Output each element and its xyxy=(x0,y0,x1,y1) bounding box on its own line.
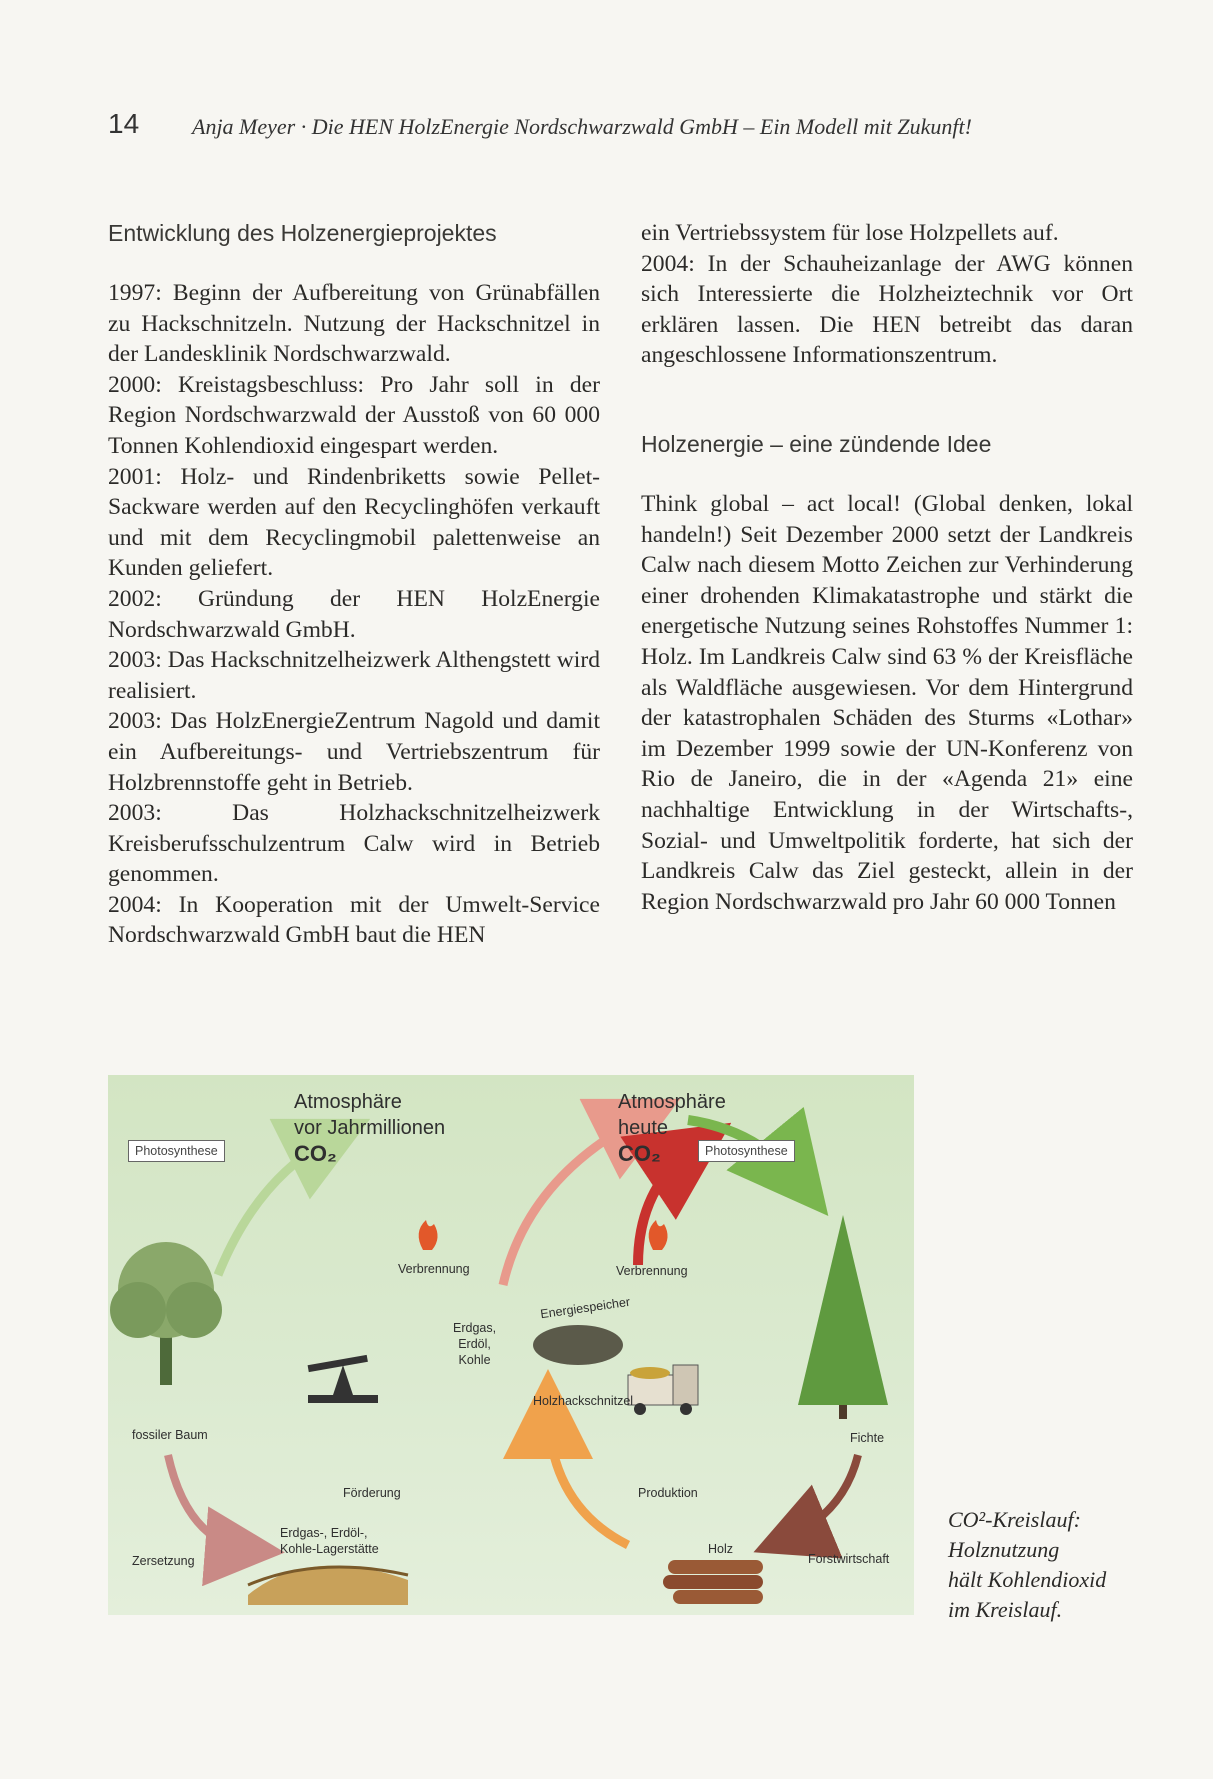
fossil-fuels-label: Erdgas, Erdöl, Kohle xyxy=(453,1321,497,1367)
timeline-entry: 2001: Holz- und Rindenbriketts sowie Pellet-Sackware werden auf den Recyclinghöfen verkauft und mit dem Recyclingmobil palettenweise an Kunden geliefert. xyxy=(108,463,600,582)
forstwirtschaft-label: Forstwirtschaft xyxy=(808,1552,890,1566)
section-heading-history: Entwicklung des Holzenergieprojektes xyxy=(108,220,497,246)
timeline-entry: 2004: In Kooperation mit der Umwelt-Service Nordschwarzwald GmbH baut die HEN xyxy=(108,891,600,949)
page-number: 14 xyxy=(108,108,140,139)
verbrennung-label: Verbrennung xyxy=(398,1262,470,1276)
truck-icon xyxy=(628,1365,698,1415)
foerderung-label: Förderung xyxy=(343,1486,401,1500)
timeline-entry: 2004: In der Schauheizanlage der AWG können sich Interessierte die Holzheiztechnik vor Ort erklären lassen. Die HEN betreibt das daran angeschlossene Informationszentrum. xyxy=(641,250,1133,369)
holzhackschnitzel-label: Holzhackschnitzel xyxy=(533,1394,634,1408)
timeline-entry: 2003: Das HolzEnergieZentrum Nagold und damit ein Aufbereitungs- und Vertriebszentrum für Holzbrennstoffe geht in Betrieb. xyxy=(108,708,600,796)
tree-icon xyxy=(110,1242,222,1385)
logs-icon xyxy=(663,1560,763,1604)
body-paragraph: Think global – act local! (Global denken, lokal handeln!) Seit Dezember 2000 setzt der Landkreis Calw nach diesem Motto Zeichen zur Verhinderung einer drohenden Klimakatastrophe und stärkt die energetische Nutzung seines Rohstoffes Nummer 1: Holz. Im Landkreis Calw sind 63 % der Kreisfläche als Waldfläche ausgewiesen. Vor dem Hintergrund der katastrophalen Schäden des Sturms «Lothar» im Dezember 1999 sowie der UN-Konferenz von Rio de Janeiro, die in der «Agenda 21» eine nachhaltige Entwicklung in der Wirtschafts-, Sozial- und Umweltpolitik forderte, hat sich der Landkreis Calw das Ziel gesteckt, allein in der Region Nordschwarzwald pro Jahr 60 000 Tonnen xyxy=(641,490,1133,915)
arrow-decomposition xyxy=(168,1455,253,1550)
wood-chips-icon xyxy=(533,1325,623,1365)
fichte-label: Fichte xyxy=(850,1431,885,1445)
holz-label: Holz xyxy=(708,1542,734,1556)
section-heading-idea: Holzenergie – eine zündende Idee xyxy=(641,430,992,457)
timeline-entry: 2003: Das Hackschnitzelheizwerk Althengstett wird realisiert. xyxy=(108,647,600,704)
oil-pump-icon xyxy=(308,1355,378,1403)
timeline-entry: 2002: Gründung der HEN HolzEnergie Nordschwarzwald GmbH. xyxy=(108,585,600,643)
lagerstaette-label: Erdgas-, Erdöl-, Kohle-Lagerstätte xyxy=(280,1526,379,1556)
timeline-entry: 2003: Das Holzhackschnitzelheizwerk Kreisberufsschulzentrum Calw wird in Betrieb genommen. xyxy=(108,800,600,888)
co2-label: CO₂ xyxy=(618,1141,661,1166)
atmosphere-now-label: Atmosphäre heute CO₂ xyxy=(618,1091,726,1166)
timeline-entry: 1997: Beginn der Aufbereitung von Grünabfällen zu Hackschnitzeln. Nutzung der Hackschnitzel in der Landesklinik Nordschwarzwald. xyxy=(108,280,600,368)
spruce-icon xyxy=(798,1215,888,1419)
produktion-label: Produktion xyxy=(638,1486,698,1500)
timeline-entry: 2000: Kreistagsbeschluss: Pro Jahr soll in der Region Nordschwarzwald der Ausstoß von 60 000 Tonnen Kohlendioxid eingespart werden. xyxy=(108,371,600,459)
verbrennung-label: Verbrennung xyxy=(616,1264,688,1278)
photosynthese-label: Photosynthese xyxy=(128,1140,225,1162)
energiespeicher-label: Energiespeicher xyxy=(539,1294,631,1322)
arrow-production xyxy=(548,1405,628,1545)
flame-icon xyxy=(649,1220,668,1250)
timeline-entry: ein Vertriebssystem für lose Holzpellets auf. xyxy=(641,220,1059,246)
running-head: Anja Meyer · Die HEN HolzEnergie Nordschwarzwald GmbH – Ein Modell mit Zukunft! xyxy=(192,114,972,139)
left-column xyxy=(108,218,600,951)
atmosphere-past-label: Atmosphäre vor Jahrmillionen CO₂ xyxy=(294,1091,446,1166)
photosynthese-label: Photosynthese xyxy=(698,1140,795,1162)
deposit-icon xyxy=(248,1566,408,1605)
co2-label: CO₂ xyxy=(294,1141,337,1166)
right-column xyxy=(641,218,1133,917)
arrow-forestry xyxy=(783,1455,858,1540)
page-header xyxy=(108,108,1153,148)
flame-icon xyxy=(419,1220,438,1250)
co2-cycle-figure xyxy=(108,1075,914,1615)
fossiler-baum-label: fossiler Baum xyxy=(132,1428,208,1442)
zersetzung-label: Zersetzung xyxy=(132,1554,195,1568)
figure-caption: CO²-Kreislauf: Holznutzung hält Kohlendioxid im Kreislauf. xyxy=(948,1507,1107,1622)
